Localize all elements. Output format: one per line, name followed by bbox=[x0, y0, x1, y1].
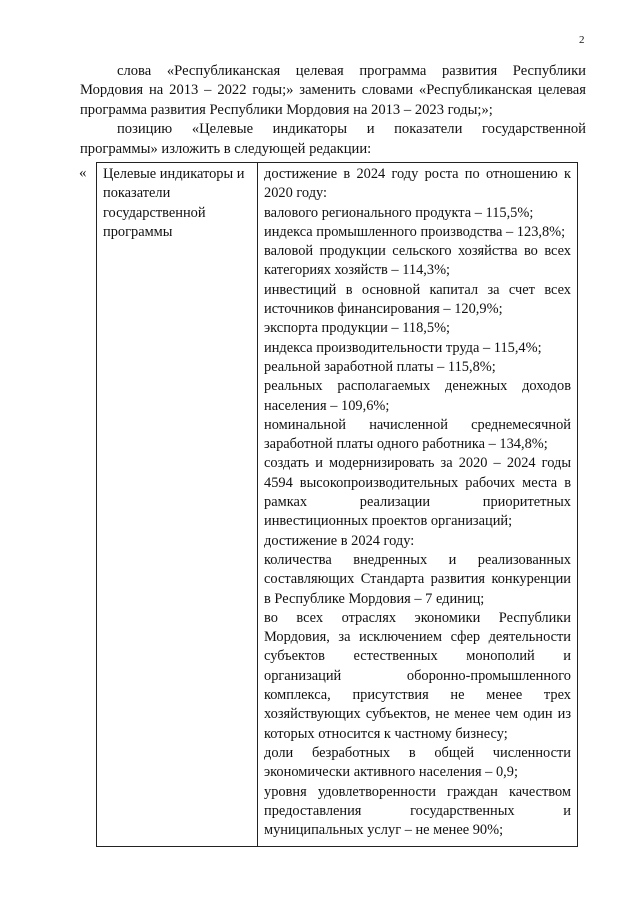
indicator-label-cell bbox=[97, 163, 258, 847]
indicator-values-cell bbox=[258, 163, 578, 847]
list-item: количества внедренных и реализованных составляющих Стандарта развития конкуренции в Республике Мордовия – 7 единиц; bbox=[264, 551, 571, 607]
list-item: инвестиций в основной капитал за счет всех источников финансирования – 120,9%; bbox=[264, 281, 571, 318]
intro-paragraph-2: позицию «Целевые индикаторы и показатели государственной программы» изложить в следующей редакции: bbox=[80, 121, 586, 157]
list-item: во всех отраслях экономики Республики Мордовия, за исключением сфер деятельности субъектов естественных монополий и организаций оборонно-промышленного комплекса, присутствия не менее трех хозяйствующих субъектов, не менее чем один из которых относится к частному бизнесу; bbox=[264, 609, 571, 742]
list-item: создать и модернизировать за 2020 – 2024 годы 4594 высокопроизводительных рабочих места в рамках реализации приоритетных инвестиционных проектов организаций; bbox=[264, 455, 571, 530]
page-number: 2 bbox=[579, 34, 585, 46]
list-item: валовой продукции сельского хозяйства во всех категориях хозяйств – 114,3%; bbox=[264, 243, 571, 279]
list-item: номинальной начисленной среднемесячной заработной платы одного работника – 134,8%; bbox=[264, 416, 571, 453]
opening-quote-mark: « bbox=[79, 165, 87, 181]
list-item: достижение в 2024 году: bbox=[264, 532, 415, 549]
list-item: доли безработных в общей численности экономически активного населения – 0,9; bbox=[264, 744, 571, 781]
list-item: индекса производительности труда – 115,4%; bbox=[264, 339, 542, 356]
intro-text bbox=[80, 62, 586, 159]
indicators-table bbox=[96, 162, 578, 847]
list-item: индекса промышленного производства – 123,8%; bbox=[264, 223, 566, 240]
indicator-label: Целевые индикаторы и показатели государственной программы bbox=[103, 166, 245, 240]
list-item: экспорта продукции – 118,5%; bbox=[264, 320, 451, 337]
list-item: уровня удовлетворенности граждан качеством предоставления государственных и муниципальных услуг – не менее 90%; bbox=[264, 783, 571, 839]
list-item: реальной заработной платы – 115,8%; bbox=[264, 358, 496, 375]
list-item: валового регионального продукта – 115,5%; bbox=[264, 204, 534, 221]
table-row bbox=[97, 163, 578, 847]
list-item: реальных располагаемых денежных доходов населения – 109,6%; bbox=[264, 378, 571, 414]
intro-paragraph-1: слова «Республиканская целевая программа развития Республики Мордовия на 2013 – 2022 годы;» заменить словами «Республиканская целевая программа развития Республики Мордовия на 2013 – 2023 годы;»; bbox=[80, 63, 586, 118]
list-item: достижение в 2024 году роста по отношению к 2020 году: bbox=[264, 166, 571, 202]
